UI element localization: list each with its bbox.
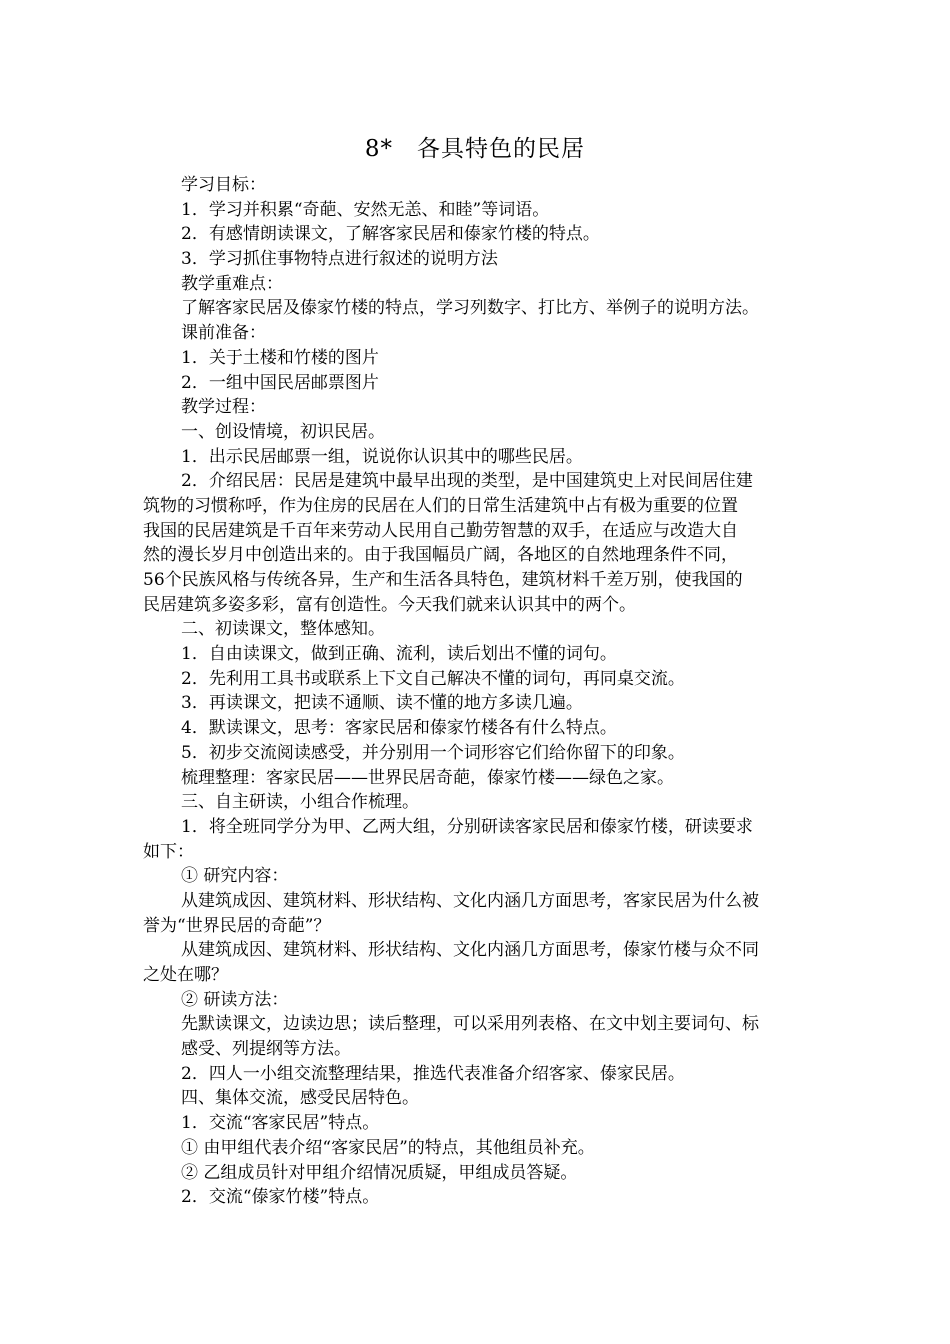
text-line: 5．初步交流阅读感受，并分别用一个词形容它们给你留下的印象。: [181, 742, 685, 763]
text-line: 三、自主研读，小组合作梳理。: [181, 792, 419, 813]
lesson-body: [143, 173, 811, 1210]
text-line: 如下：: [143, 841, 194, 862]
text-line: 3．再读课文，把读不通顺、读不懂的地方多读几遍。: [181, 693, 583, 714]
text-line: 感受、列提纲等方法。: [181, 1039, 351, 1060]
text-line: ① 研究内容：: [181, 866, 289, 887]
text-line: 1．关于土楼和竹楼的图片: [181, 347, 379, 368]
text-line: 学习目标：: [181, 175, 266, 195]
text-line: 1．将全班同学分为甲、乙两大组，分别研读客家民居和傣家竹楼，研读要求: [181, 816, 753, 837]
text-line: 四、集体交流，感受民居特色。: [181, 1088, 419, 1109]
text-line: 然的漫长岁月中创造出来的。由于我国幅员广阔，各地区的自然地理条件不同，: [143, 545, 738, 566]
text-line: 之处在哪？: [143, 965, 228, 985]
text-line: ① 由甲组代表介绍“客家民居”的特点，其他组员补充。: [181, 1137, 595, 1158]
text-line: 一、创设情境，初识民居。: [181, 421, 385, 442]
text-line: 从建筑成因、建筑材料、形状结构、文化内涵几方面思考，客家民居为什么被: [181, 890, 759, 911]
text-line: 从建筑成因、建筑材料、形状结构、文化内涵几方面思考，傣家竹楼与众不同: [181, 940, 759, 961]
text-line: 二、初读课文，整体感知。: [181, 619, 385, 640]
text-line: 4．默读课文，思考：客家民居和傣家竹楼各有什么特点。: [181, 718, 617, 739]
text-line: 我国的民居建筑是千百年来劳动人民用自己勤劳智慧的双手，在适应与改造大自: [143, 520, 738, 541]
lesson-title: 8* 各具特色的民居: [364, 136, 586, 162]
text-line: 教学重难点：: [181, 273, 283, 294]
text-line: 民居建筑多姿多彩，富有创造性。今天我们就来认识其中的两个。: [143, 594, 636, 615]
text-line: 3．学习抓住事物特点进行叙述的说明方法: [181, 249, 498, 270]
text-line: 56个民族风格与传统各异，生产和生活各具特色，建筑材料千差万别，使我国的: [143, 570, 743, 590]
text-line: 1．交流“客家民居”特点。: [181, 1113, 380, 1134]
text-line: ② 乙组成员针对甲组介绍情况质疑，甲组成员答疑。: [181, 1162, 578, 1183]
text-line: 教学过程：: [181, 397, 266, 418]
text-line: 2．先利用工具书或联系上下文自己解决不懂的词句，再同桌交流。: [181, 668, 685, 689]
text-line: 2．有感情朗读课文，了解客家民居和傣家竹楼的特点。: [181, 224, 600, 245]
text-line: 2．交流“傣家竹楼”特点。: [181, 1187, 380, 1208]
text-line: 课前准备：: [181, 323, 266, 344]
text-line: 2．介绍民居：民居是建筑中最早出现的类型，是中国建筑史上对民间居住建: [181, 471, 753, 492]
text-line: 2．四人一小组交流整理结果，推选代表准备介绍客家、傣家民居。: [181, 1063, 685, 1084]
text-line: 2．一组中国民居邮票图片: [181, 372, 379, 393]
text-line: 誉为“世界民居的奇葩”？: [143, 915, 331, 936]
text-line: ② 研读方法：: [181, 989, 289, 1010]
text-line: 梳理整理：客家民居——世界民居奇葩，傣家竹楼——绿色之家。: [181, 767, 674, 788]
text-line: 先默读课文，边读边思；读后整理，可以采用列表格、在文中划主要词句、标: [181, 1014, 759, 1035]
text-line: 1．学习并积累“奇葩、安然无恙、和睦”等词语。: [181, 199, 550, 220]
text-line: 1．出示民居邮票一组，说说你认识其中的哪些民居。: [181, 446, 583, 467]
text-line: 了解客家民居及傣家竹楼的特点，学习列数字、打比方、举例子的说明方法。: [181, 298, 759, 319]
text-line: 1．自由读课文，做到正确、流利，读后划出不懂的词句。: [181, 644, 617, 665]
text-line: 筑物的习惯称呼，作为住房的民居在人们的日常生活建筑中占有极为重要的位置: [143, 495, 738, 516]
